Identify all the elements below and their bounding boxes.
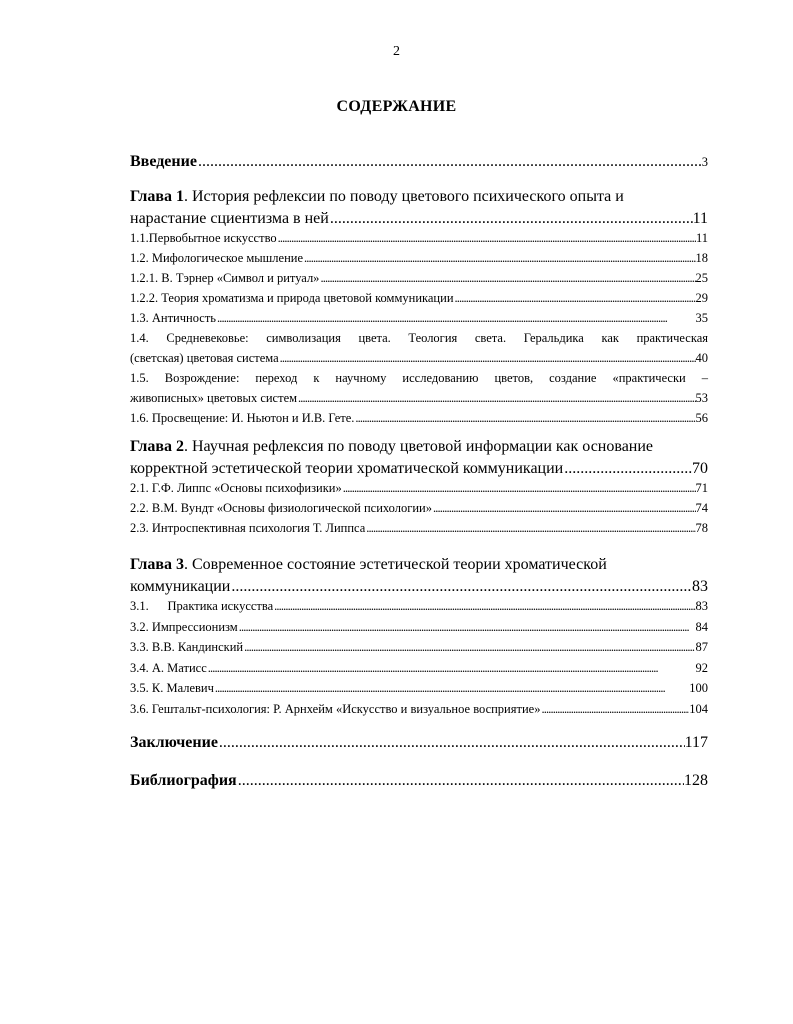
chapter-title: . История рефлексии по поводу цветового психического опыта и [184,188,624,205]
toc-item[interactable]: 1.2.2. Теория хроматизма и природа цветовой коммуникации . . . 29 [130,288,708,308]
toc-item[interactable]: 3.3. В.В. Кандинский . . . 87 [130,637,708,658]
toc-item[interactable]: 2.3. Интроспективная психология Т. Липпса . . . 78 [130,518,708,538]
toc-item[interactable]: 3.2. Импрессионизм . . . 84 [130,617,708,638]
toc-label: Введение [130,153,197,170]
toc-item[interactable]: 3.4. А. Матисс . . . 92 [130,658,708,679]
toc-entry-conclusion[interactable] [130,734,708,752]
toc-item[interactable]: 1.3. Античность . . . 35 [130,308,708,328]
page-number: 2 [393,44,400,59]
toc-label: Заключение [130,734,218,751]
toc-item[interactable]: 1.2. Мифологическое мышление . . . 18 [130,248,708,268]
chapter-title-cont: коммуникации [130,578,231,595]
toc-item[interactable]: 2.2. В.М. Вундт «Основы физиологической психологии» . . . 74 [130,498,708,518]
toc-chapter-1-items [130,228,708,428]
toc-entry-intro[interactable] [130,153,708,171]
toc-chapter-2-items [130,478,708,538]
toc-item[interactable]: 1.6. Просвещение: И. Ньютон и И.В. Гете. . . . 56 [130,408,708,428]
toc-chapter-2[interactable] [130,436,708,480]
toc-item[interactable]: 3.1. Практика искусства . . . 83 [130,596,708,617]
toc-page: 128 [684,772,708,789]
toc-entry-bibliography[interactable] [130,772,708,790]
chapter-title: . Научная рефлексия по поводу цветовой информации как основание [184,438,654,455]
chapter-number: Глава 3 [130,556,184,573]
toc-page: 117 [684,734,708,751]
chapter-title-cont: корректной эстетической теории хроматической коммуникации [130,460,564,477]
toc-item[interactable]: 1.4. Средневековье: символизация цвета. Теология света. Геральдика как практическая (светская) цветовая система . . . 40 [130,328,708,368]
toc-chapter-3[interactable] [130,554,708,598]
toc-item[interactable]: 1.1.Первобытное искусство . . . 11 [130,228,708,248]
chapter-title: . Современное состояние эстетической теории хроматической [184,556,607,573]
chapter-number: Глава 1 [130,188,184,205]
toc-chapter-1[interactable] [130,186,708,230]
toc-page: 3 [701,155,708,169]
toc-item[interactable]: 2.1. Г.Ф. Липпс «Основы психофизики» . . . 71 [130,478,708,498]
toc-page: 83 [692,578,708,595]
toc-item[interactable]: 1.5. Возрождение: переход к научному исследованию цветов, создание «практически – живописных» цветовых систем . . . 53 [130,368,708,408]
chapter-title-cont: нарастание сциентизма в ней [130,210,329,227]
toc-label: Библиография [130,772,237,789]
page-title: СОДЕРЖАНИЕ [336,98,457,115]
toc-page: 70 [692,460,708,477]
chapter-number: Глава 2 [130,438,184,455]
toc-page: 11 [692,210,708,227]
toc-item[interactable]: 3.6. Гештальт-психология: Р. Арнхейм «Искусство и визуальное восприятие» . . . 104 [130,699,708,720]
toc-item[interactable]: 1.2.1. В. Тэрнер «Символ и ритуал» . . . 25 [130,268,708,288]
toc-chapter-3-items [130,596,708,719]
toc-item[interactable]: 3.5. К. Малевич . . . 100 [130,678,708,699]
